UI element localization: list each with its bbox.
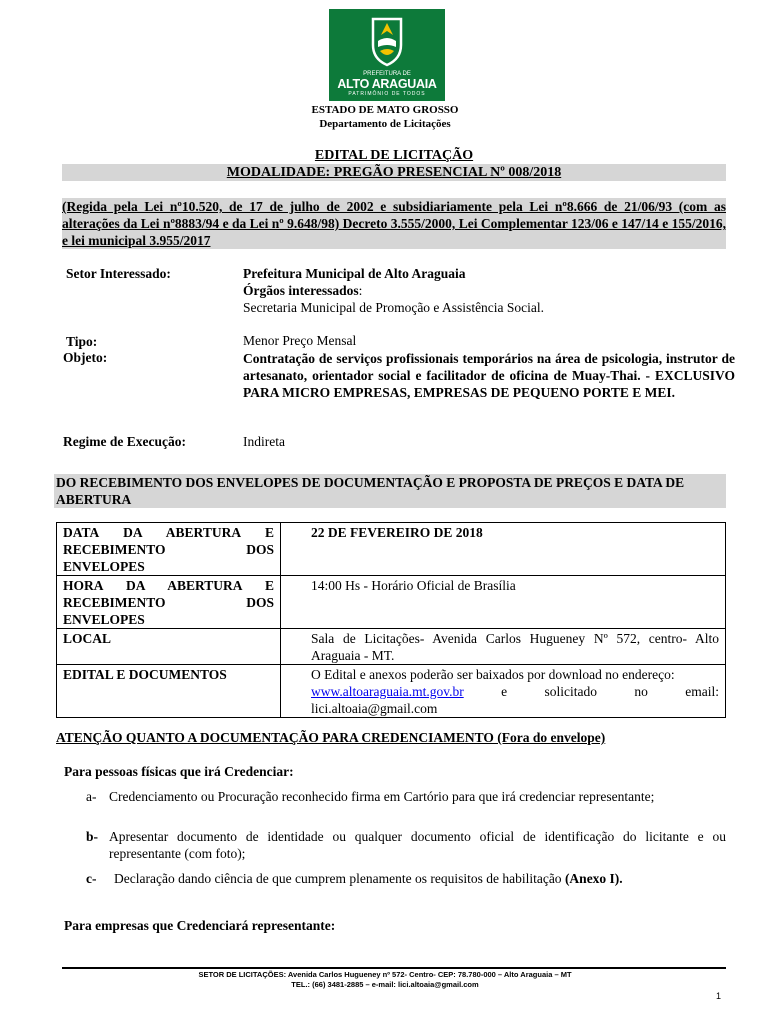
atencao-heading: ATENÇÃO QUANTO A DOCUMENTAÇÃO PARA CREDENCIAMENTO (Fora do envelope): [56, 730, 606, 745]
crest-icon: [367, 15, 407, 69]
tipo-value: Menor Preço Mensal: [243, 333, 357, 348]
prefeitura-logo: [329, 9, 445, 101]
table-row: [57, 523, 726, 576]
footer-contact: TEL.: (66) 3481-2885 – e-mail: lici.altoaia@gmail.com: [291, 980, 479, 989]
orgaos-value: Secretaria Municipal de Promoção e Assistência Social.: [243, 300, 545, 315]
list-marker: c-: [86, 871, 97, 886]
regime-value: Indireta: [243, 434, 285, 449]
table-cell-label: HORA DA ABERTURA E RECEBIMENTO DOS ENVELOPES: [57, 576, 281, 629]
department-heading: Departamento de Licitações: [319, 118, 451, 130]
objeto-label: Objeto:: [63, 350, 108, 365]
objeto-value: Contratação de serviços profissionais temporários na área de psicologia, instrutor de artesanato, orientador social e facilitador de oficina de Muay-Thai. - EXCLUSIVO PARA MICRO EMPRESAS, EMPRESAS DE PEQUENO PORTE E MEI.: [243, 351, 735, 400]
list-marker: b-: [86, 829, 99, 844]
orgaos-colon: :: [358, 283, 363, 298]
edital-link-row: [311, 683, 719, 700]
table-row: [57, 629, 726, 665]
setor-label: Setor Interessado:: [66, 266, 171, 281]
footer-divider: [62, 967, 726, 969]
modalidade-title: MODALIDADE: PREGÃO PRESENCIAL Nº 008/2018: [62, 164, 726, 181]
state-heading: ESTADO DE MATO GROSSO: [311, 104, 459, 116]
list-text-main: Declaração dando ciência de que cumprem plenamente os requisitos de habilitação: [114, 871, 565, 886]
table-cell-label: EDITAL E DOCUMENTOS: [57, 665, 281, 718]
list-item: [86, 788, 726, 805]
word-e: e: [501, 684, 508, 699]
edital-title: EDITAL DE LICITAÇÃO: [314, 148, 474, 163]
table-cell-value: [281, 665, 726, 718]
regime-label: Regime de Execução:: [63, 434, 186, 449]
list-marker: a-: [86, 789, 97, 804]
list-text: [86, 870, 726, 887]
page-number: 1: [716, 991, 722, 1001]
word-email: email:: [685, 684, 719, 699]
table-row: [57, 665, 726, 718]
setor-value: Prefeitura Municipal de Alto Araguaia: [243, 266, 466, 281]
list-item: [86, 870, 726, 887]
website-link[interactable]: www.altoaraguaia.mt.gov.br: [311, 684, 464, 699]
footer-address: SETOR DE LICITAÇÕES: Avenida Carlos Hugueney nº 572- Centro- CEP: 78.780-000 – Alto Araguaia – MT: [198, 970, 572, 979]
table-cell-value: Sala de Licitações- Avenida Carlos Hugueney Nº 572, centro- Alto Araguaia - MT.: [281, 629, 726, 665]
table-cell-label: LOCAL: [57, 629, 281, 665]
list-text: Credenciamento ou Procuração reconhecido firma em Cartório para que irá credenciar representante;: [109, 789, 655, 804]
logo-line-3: PATRIMÔNIO DE TODOS: [348, 91, 426, 97]
section-heading: DO RECEBIMENTO DOS ENVELOPES DE DOCUMENTAÇÃO E PROPOSTA DE PREÇOS E DATA DE ABERTURA: [54, 474, 726, 508]
logo-line-2: ALTO ARAGUAIA: [337, 77, 437, 91]
table-row: [57, 576, 726, 629]
table-cell-value: 14:00 Hs - Horário Oficial de Brasília: [281, 576, 726, 629]
orgaos-label: Órgãos interessados: [243, 283, 359, 298]
edital-text: O Edital e anexos poderão ser baixados por download no endereço:: [311, 667, 675, 682]
logo-line-1: PREFEITURA DE: [363, 71, 411, 77]
orgaos-line: [243, 283, 362, 299]
pj-heading: Para empresas que Credenciará representante:: [64, 918, 336, 933]
list-item: [86, 828, 726, 862]
pf-heading: Para pessoas físicas que irá Credenciar:: [64, 764, 294, 779]
table-cell-label: DATA DA ABERTURA E RECEBIMENTO DOS ENVELOPES: [57, 523, 281, 576]
legal-basis-text: (Regida pela Lei nº10.520, de 17 de julho de 2002 e subsidiariamente pela Lei nº8.666 de 21/06/93 (com as alterações da Lei nº8883/94 e da Lei nº 9.648/98) Decreto 3.555/2000, Lei Complementar 123/06 e 147/14 e 155/2016, e lei municipal 3.955/2017: [62, 199, 726, 248]
word-no: no: [634, 684, 648, 699]
list-text: Apresentar documento de identidade ou qualquer documento oficial de identificação do licitante e ou representante (com foto);: [109, 829, 726, 861]
table-cell-value: 22 DE FEVEREIRO DE 2018: [281, 523, 726, 576]
schedule-table: [56, 522, 726, 718]
word-solicitado: solicitado: [544, 684, 597, 699]
list-text-annex: (Anexo I).: [564, 871, 623, 886]
email-address: lici.altoaia@gmail.com: [311, 701, 438, 716]
tipo-label: Tipo:: [66, 334, 98, 349]
